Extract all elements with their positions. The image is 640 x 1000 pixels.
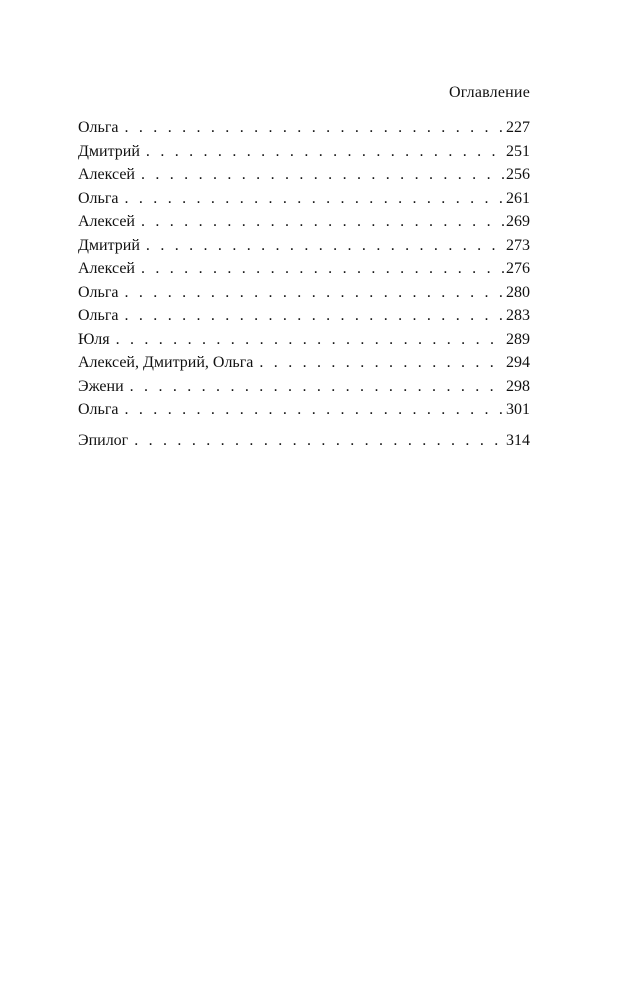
toc-entry — [78, 210, 530, 234]
toc-entry-page: 314 — [506, 431, 530, 449]
toc-entry-page: 276 — [506, 260, 530, 277]
toc-entry-epilogue — [78, 429, 530, 453]
toc-entry — [78, 187, 530, 211]
dot-leader — [125, 304, 505, 328]
dot-leader — [146, 234, 504, 258]
toc-entry — [78, 351, 530, 375]
toc-entry — [78, 140, 530, 164]
toc-entry-title: Ольга — [78, 307, 119, 324]
dot-leader — [125, 398, 505, 422]
toc-entry-page: 294 — [506, 354, 530, 371]
toc-entry-page: 298 — [506, 377, 530, 395]
toc-entry-title: Юля — [78, 330, 110, 348]
toc-entry-title: Алексей — [78, 213, 135, 230]
toc-entry — [78, 163, 530, 187]
toc-entry-page: 301 — [506, 401, 530, 418]
dot-leader — [134, 429, 504, 453]
toc-entry-page: 280 — [506, 283, 530, 301]
toc-entry-page: 251 — [506, 142, 530, 160]
dot-leader — [259, 351, 504, 375]
toc-entry-title: Алексей — [78, 166, 135, 183]
running-head: Оглавление — [448, 84, 530, 101]
toc-entry — [78, 375, 530, 399]
toc-entry-title: Эпилог — [78, 431, 129, 449]
dot-leader — [141, 163, 504, 187]
toc-entry-title: Ольга — [78, 119, 119, 136]
dot-leader — [130, 375, 504, 399]
toc-entry-title: Ольга — [78, 401, 119, 418]
toc-entry — [78, 328, 530, 352]
toc-entry-page: 269 — [506, 213, 530, 230]
toc-entry-page: 256 — [506, 166, 530, 183]
dot-leader — [141, 257, 504, 281]
toc-entry — [78, 281, 530, 305]
toc-entry-page: 273 — [506, 236, 530, 254]
toc-entry-page: 261 — [506, 189, 530, 207]
toc-entry — [78, 257, 530, 281]
toc-entry-title: Дмитрий — [78, 142, 140, 160]
toc-entry-title: Дмитрий — [78, 236, 140, 254]
toc-entry-page: 289 — [506, 330, 530, 348]
toc-entry-title: Ольга — [78, 283, 119, 301]
toc-entry-title: Эжени — [78, 377, 124, 395]
table-of-contents — [78, 116, 530, 452]
toc-entry — [78, 398, 530, 422]
dot-leader — [146, 140, 504, 164]
toc-entry-page: 283 — [506, 307, 530, 324]
dot-leader — [125, 116, 505, 140]
dot-leader — [141, 210, 504, 234]
dot-leader — [125, 281, 505, 305]
toc-entry-title: Алексей, Дмитрий, Ольга — [78, 354, 254, 371]
dot-leader — [116, 328, 504, 352]
toc-entry — [78, 234, 530, 258]
dot-leader — [125, 187, 505, 211]
toc-entry — [78, 116, 530, 140]
toc-entry-title: Ольга — [78, 189, 119, 207]
toc-entry-title: Алексей — [78, 260, 135, 277]
toc-entry — [78, 304, 530, 328]
toc-entry-page: 227 — [506, 119, 530, 136]
